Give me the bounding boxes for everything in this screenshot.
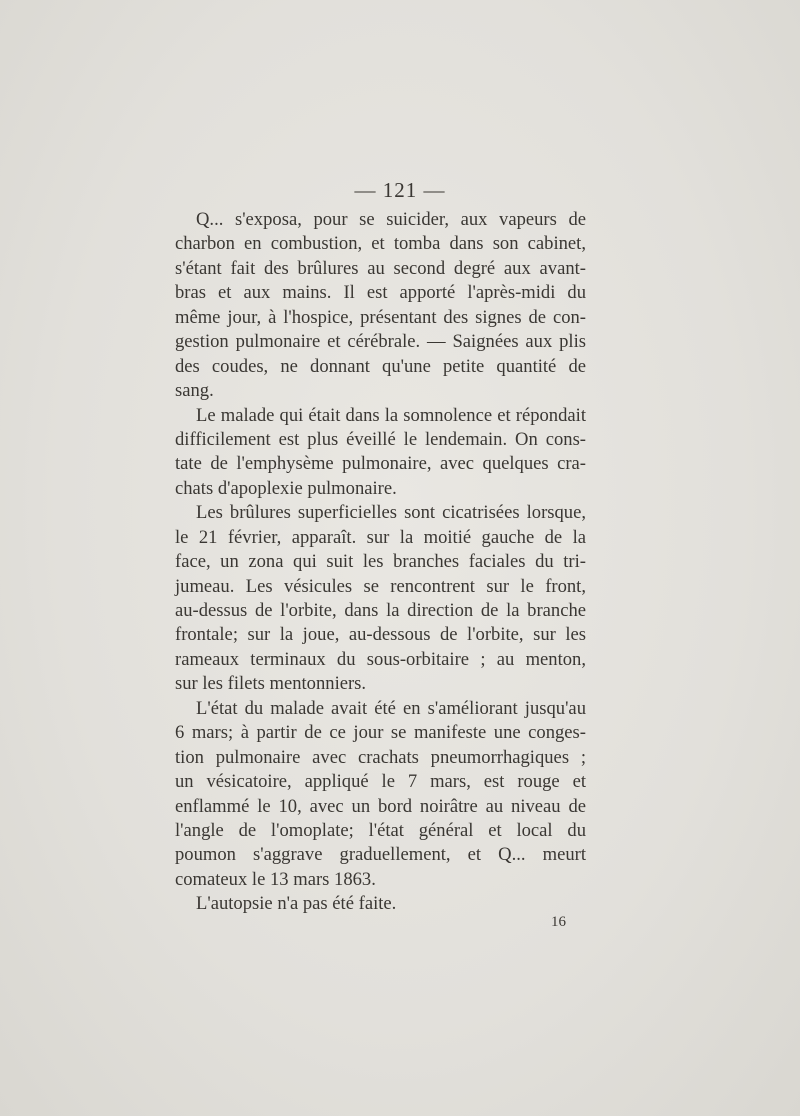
- text-line: 6 mars; à partir de ce jour se manifeste une conges-: [175, 722, 586, 744]
- text-line: L'état du malade avait été en s'améliorant jusqu'au: [196, 697, 586, 719]
- body-text: [175, 208, 586, 917]
- text-line: enflammé le 10, avec un bord noirâtre au niveau de: [175, 795, 586, 817]
- text-line: des coudes, ne donnant qu'une petite quantité de: [175, 355, 586, 377]
- text-line: tate de l'emphysème pulmonaire, avec quelques cra-: [175, 453, 586, 475]
- text-line: sur les filets mentonniers.: [175, 673, 367, 695]
- text-line: gestion pulmonaire et cérébrale. — Saignées aux plis: [175, 331, 586, 353]
- signature-mark: 16: [551, 914, 566, 930]
- text-line: frontale; sur la joue, au-dessous de l'orbite, sur les: [175, 624, 586, 646]
- text-line: Q... s'exposa, pour se suicider, aux vapeurs de: [196, 209, 586, 230]
- text-line: Le malade qui était dans la somnolence et répondait: [196, 404, 586, 426]
- text-line: même jour, à l'hospice, présentant des signes de con-: [175, 306, 586, 328]
- text-line: tion pulmonaire avec crachats pneumorrhagiques ;: [175, 746, 586, 768]
- text-line: l'angle de l'omoplate; l'état général et local du: [175, 819, 586, 841]
- text-line: bras et aux mains. Il est apporté l'après-midi du: [175, 282, 586, 304]
- text-line: un vésicatoire, appliqué le 7 mars, est rouge et: [175, 771, 586, 793]
- text-line: face, un zona qui suit les branches faciales du tri-: [175, 551, 586, 573]
- text-line: L'autopsie n'a pas été faite.: [196, 893, 397, 915]
- text-line: au-dessus de l'orbite, dans la direction de la branche: [175, 600, 586, 621]
- text-line: comateux le 13 mars 1863.: [175, 868, 376, 890]
- text-line: rameaux terminaux du sous-orbitaire ; au menton,: [175, 648, 586, 670]
- text-line: s'étant fait des brûlures au second degré aux avant-: [175, 257, 586, 279]
- text-line: poumon s'aggrave graduellement, et Q... meurt: [175, 844, 586, 866]
- text-line: charbon en combustion, et tomba dans son cabinet,: [175, 233, 586, 255]
- text-line: le 21 février, apparaît. sur la moitié gauche de la: [175, 526, 586, 548]
- text-line: Les brûlures superficielles sont cicatrisées lorsque,: [196, 502, 586, 524]
- text-line: sang.: [175, 380, 214, 402]
- text-line: difficilement est plus éveillé le lendemain. On cons-: [175, 428, 586, 450]
- page-number: — 121 —: [354, 178, 446, 202]
- text-line: jumeau. Les vésicules se rencontrent sur le front,: [175, 575, 586, 597]
- text-line: chats d'apoplexie pulmonaire.: [175, 477, 397, 499]
